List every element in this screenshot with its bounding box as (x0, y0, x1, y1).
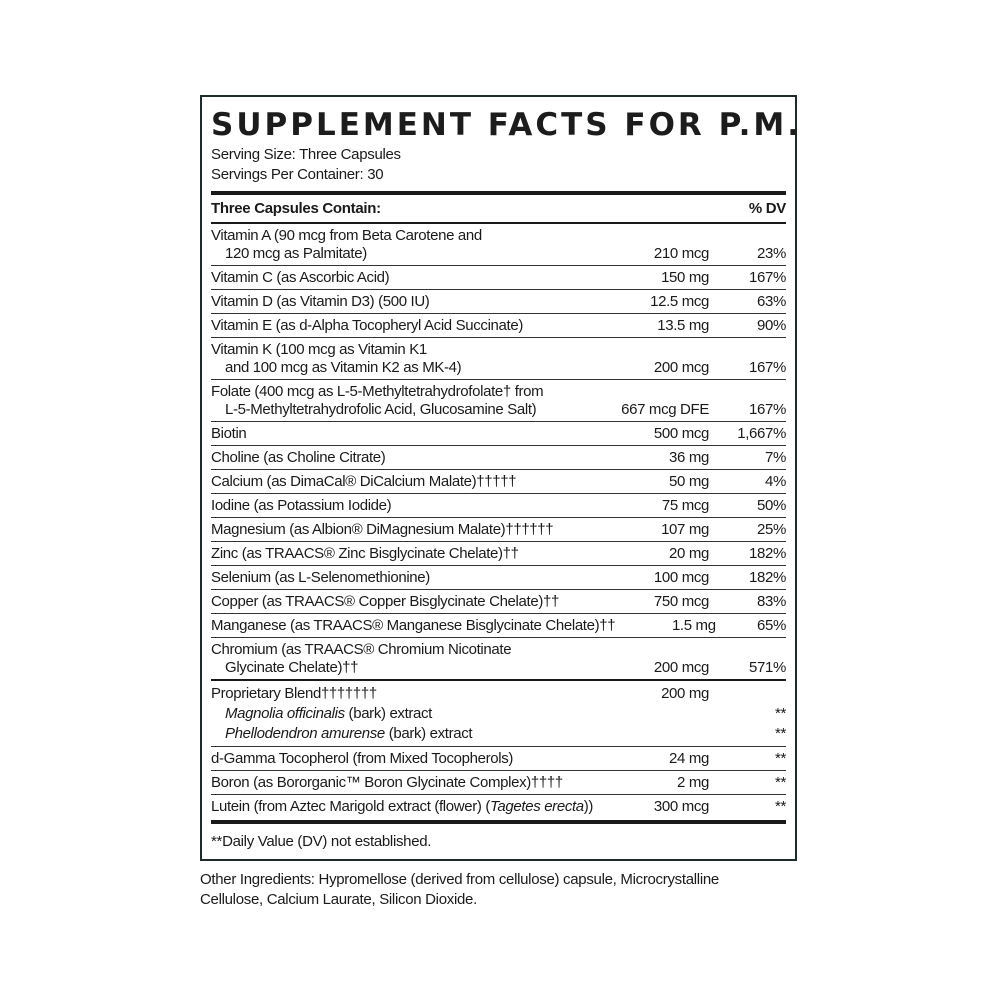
header-contain: Three Capsules Contain: (211, 200, 381, 217)
amount: 24 mg (669, 750, 709, 767)
nutrient-name-cont: and 100 mcg as Vitamin K2 as MK-4) (225, 359, 462, 376)
supplement-facts-panel (200, 95, 803, 861)
table-row (211, 771, 786, 795)
nutrient-name: Vitamin E (as d-Alpha Tocopheryl Acid Succinate) (211, 317, 523, 334)
blend-item-latin: Magnolia officinalis (225, 705, 345, 722)
nutrient-name-latin: Tagetes erecta (490, 798, 584, 815)
dv-value: ** (775, 705, 786, 722)
nutrient-name: Magnesium (as Albion® DiMagnesium Malate)†††††† (211, 521, 554, 538)
amount: 36 mg (669, 449, 709, 466)
header-dv: % DV (748, 200, 786, 217)
nutrient-name: Choline (as Choline Citrate) (211, 449, 386, 466)
blend-item-rest: (bark) extract (384, 725, 473, 742)
nutrient-name-end: )) (583, 798, 594, 815)
nutrient-name: Copper (as TRAACS® Copper Bisglycinate Chelate)†† (211, 593, 559, 610)
nutrient-name-cont: L-5-Methyltetrahydrofolic Acid, Glucosamine Salt) (225, 401, 537, 418)
table-header (211, 195, 786, 222)
dv-value: 167% (749, 359, 786, 376)
footnote: **Daily Value (DV) not established. (211, 833, 432, 850)
table-row (211, 224, 786, 266)
amount: 2 mg (677, 774, 709, 791)
nutrient-name: Vitamin K (100 mcg as Vitamin K1 (211, 341, 427, 358)
dv-value: ** (775, 725, 786, 742)
blend-amount: 200 mg (661, 685, 709, 702)
other-ingredients: Other Ingredients: Hypromellose (derived from cellulose) capsule, Microcrystalline Cellulose, Calcium Laurate, Silicon Dioxide. (200, 871, 719, 908)
amount: 12.5 mcg (650, 293, 709, 310)
nutrient-name: Iodine (as Potassium Iodide) (211, 497, 392, 514)
amount: 20 mg (669, 545, 709, 562)
amount: 150 mg (661, 269, 709, 286)
dv-value: 23% (757, 245, 786, 262)
blend-item (211, 724, 786, 744)
table-row (211, 380, 786, 422)
table-row (211, 422, 786, 446)
nutrient-name: Lutein (from Aztec Marigold extract (flower) ( (211, 798, 490, 815)
dv-value: 182% (749, 569, 786, 586)
blend-item (211, 704, 786, 724)
table-row (211, 266, 786, 290)
nutrient-name: Zinc (as TRAACS® Zinc Bisglycinate Chelate)†† (211, 545, 519, 562)
blend-item-rest: (bark) extract (344, 705, 433, 722)
nutrient-name: Vitamin A (90 mcg from Beta Carotene and (211, 227, 482, 244)
amount: 667 mcg DFE (621, 401, 709, 418)
table-row (211, 638, 786, 679)
dv-value: 25% (757, 521, 786, 538)
amount: 210 mcg (653, 245, 709, 262)
dv-value: 90% (757, 317, 786, 334)
dv-value: 7% (765, 449, 786, 466)
dv-value: 182% (749, 545, 786, 562)
nutrient-name: Selenium (as L-Selenomethionine) (211, 569, 430, 586)
panel-title: SUPPLEMENT FACTS FOR P.M. (211, 107, 803, 143)
dv-value: ** (775, 774, 786, 791)
table-row (211, 518, 786, 542)
table-row (211, 542, 786, 566)
blend-name: Proprietary Blend††††††† (211, 685, 377, 702)
table-row (211, 290, 786, 314)
nutrient-name: Chromium (as TRAACS® Chromium Nicotinate (211, 641, 512, 658)
nutrient-name-cont: Glycinate Chelate)†† (225, 659, 359, 676)
dv-value: 167% (749, 401, 786, 418)
amount: 200 mcg (653, 659, 709, 676)
amount: 50 mg (669, 473, 709, 490)
table-row (211, 338, 786, 380)
amount: 107 mg (661, 521, 709, 538)
table-row (211, 614, 786, 638)
amount: 200 mcg (653, 359, 709, 376)
table-row (211, 446, 786, 470)
nutrient-name: Manganese (as TRAACS® Manganese Bisglycinate Chelate)†† (211, 617, 616, 634)
dv-value: 1,667% (737, 425, 786, 442)
amount: 500 mcg (653, 425, 709, 442)
nutrient-name: Vitamin C (as Ascorbic Acid) (211, 269, 390, 286)
dv-value: 4% (765, 473, 786, 490)
dv-value: 65% (757, 617, 786, 634)
nutrient-name: Boron (as Bororganic™ Boron Glycinate Complex)†††† (211, 774, 563, 791)
dv-value: 50% (757, 497, 786, 514)
amount: 100 mcg (653, 569, 709, 586)
table-row (211, 494, 786, 518)
amount: 13.5 mg (657, 317, 709, 334)
table-row (211, 470, 786, 494)
nutrient-name: d-Gamma Tocopherol (from Mixed Tocopherols) (211, 750, 514, 767)
nutrient-name: Folate (400 mcg as L-5-Methyltetrahydrofolate† from (211, 383, 544, 400)
servings-per-container: Servings Per Container: 30 (211, 166, 384, 183)
amount: 1.5 mg (671, 617, 716, 634)
dv-value: 83% (757, 593, 786, 610)
dv-value: 167% (749, 269, 786, 286)
blend-item-latin: Phellodendron amurense (225, 725, 385, 742)
table-row (211, 590, 786, 614)
proprietary-blend (211, 681, 786, 747)
dv-value: ** (775, 798, 786, 815)
amount: 75 mcg (661, 497, 709, 514)
dv-value: 63% (757, 293, 786, 310)
amount: 300 mcg (653, 798, 709, 815)
nutrient-name: Vitamin D (as Vitamin D3) (500 IU) (211, 293, 430, 310)
amount: 750 mcg (653, 593, 709, 610)
dv-value: ** (775, 750, 786, 767)
table-row (211, 566, 786, 590)
table-row (211, 314, 786, 338)
table-row (211, 747, 786, 771)
table-row (211, 795, 786, 818)
nutrient-name-cont: 120 mcg as Palmitate) (225, 245, 367, 262)
nutrient-name: Biotin (211, 425, 247, 442)
nutrient-name: Calcium (as DimaCal® DiCalcium Malate)††††† (211, 473, 517, 490)
serving-size: Serving Size: Three Capsules (211, 146, 401, 163)
dv-value: 571% (749, 659, 786, 676)
